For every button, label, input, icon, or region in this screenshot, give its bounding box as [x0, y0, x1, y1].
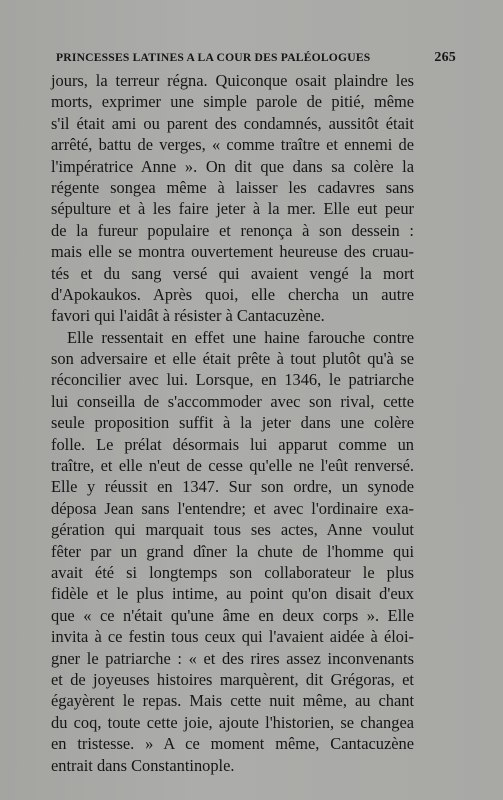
text-line: entrait dans Constantinople.	[51, 755, 235, 775]
text-line: son adversaire et elle était prête à tout plutôt qu'à se	[51, 349, 414, 369]
text-line: fêter par un grand dîner la chute de l'homme qui	[51, 541, 414, 561]
text-line: régente songea même à laisser les cadavres sans	[51, 177, 414, 197]
running-header	[56, 51, 456, 67]
text-line: Elle ressentait en effet une haine farouche contre	[67, 327, 414, 347]
text-line: folle. Le prélat désormais lui apparut comme un	[51, 434, 414, 454]
text-line: Elle y réussit en 1347. Sur son ordre, un synode	[51, 477, 414, 497]
text-line: mais elle se montra ouvertement heureuse des cruau-	[51, 242, 414, 262]
text-line: seule proposition suffit à la jeter dans une colère	[51, 413, 414, 433]
text-line: arrêté, battu de verges, « comme traître et ennemi de	[51, 135, 414, 155]
text-line: invita à ce festin tous ceux qui l'avaient aidée à éloi-	[51, 627, 414, 647]
text-line: jours, la terreur régna. Quiconque osait plaindre les	[51, 71, 414, 90]
text-line: sépulture et à les faire jeter à la mer. Elle eut peur	[51, 199, 414, 219]
paragraph	[51, 327, 414, 776]
text-line: favori qui l'aidât à résister à Cantacuzène.	[51, 306, 325, 326]
text-line: lui conseilla de s'accommoder avec son rival, cette	[51, 391, 414, 411]
text-line: gération qui marquait tous ses actes, Anne voulut	[51, 520, 414, 540]
page-number: 265	[434, 50, 456, 65]
paragraph	[51, 70, 414, 327]
text-line: de la fureur populaire et renonça à son dessein :	[51, 220, 414, 240]
text-line: en tristesse. » A ce moment même, Cantacuzène	[51, 734, 414, 754]
text-line: morts, exprimer une simple parole de pitié, même	[51, 92, 414, 112]
text-line: et de joyeuses histoires marquèrent, dit Grégoras, et	[51, 669, 414, 689]
text-line: réconcilier avec lui. Lorsque, en 1346, le patriarche	[51, 370, 414, 390]
body-text	[51, 70, 414, 776]
text-line: gner le patriarche : « et des rires assez inconvenants	[51, 648, 414, 668]
text-line: traître, et elle n'eut de cesse qu'elle ne l'eût renversé.	[51, 456, 414, 476]
text-line: s'il était ami ou parent des condamnés, aussitôt était	[51, 113, 414, 133]
text-line: avait été si longtemps son collaborateur le plus	[51, 562, 414, 582]
text-line: du coq, toute cette joie, ajoute l'historien, se changea	[51, 712, 414, 732]
text-line: d'Apokaukos. Après quoi, elle chercha un autre	[51, 284, 414, 304]
text-line: l'impératrice Anne ». On dit que dans sa colère la	[51, 156, 414, 176]
text-line: fidèle et le plus intime, au point qu'on disait d'eux	[51, 584, 414, 604]
text-line: que « ce n'était qu'une âme en deux corps ». Elle	[51, 605, 414, 625]
text-line: tés et du sang versé qui avaient vengé la mort	[51, 263, 414, 283]
text-line: déposa Jean sans l'entendre; et avec l'ordinaire exa-	[51, 498, 414, 518]
header-title: PRINCESSES LATINES A LA COUR DES PALÉOLOGUES	[56, 51, 371, 64]
text-line: égayèrent le repas. Mais cette nuit même, au chant	[51, 691, 414, 711]
